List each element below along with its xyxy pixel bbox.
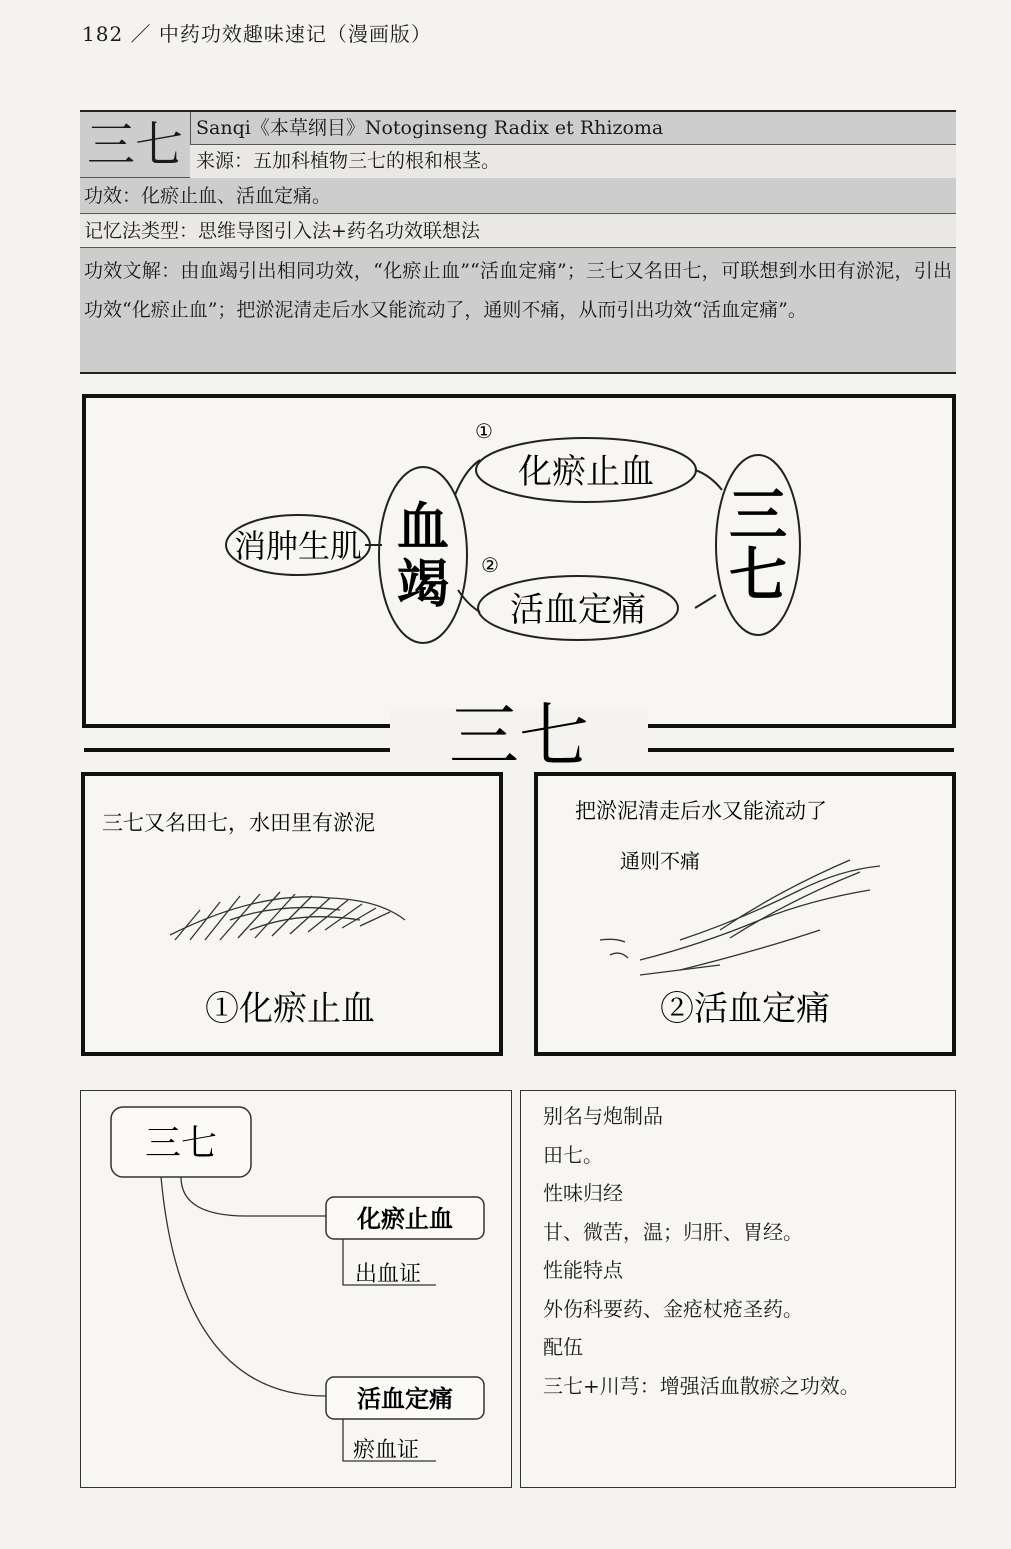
banner-title: 三七 bbox=[449, 695, 589, 770]
memory-type-row: 记忆法类型：思维导图引入法+药名功效联想法 bbox=[80, 214, 956, 248]
tree-branch2: 活血定痛 bbox=[357, 1384, 453, 1413]
taste-heading: 性味归经 bbox=[543, 1181, 623, 1205]
mindmap-panel bbox=[80, 390, 960, 770]
comic-left-caption: 三七又名田七，水田里有淤泥 bbox=[102, 811, 375, 835]
tree-root: 三七 bbox=[144, 1123, 218, 1164]
feature-heading: 性能特点 bbox=[543, 1258, 623, 1282]
center-node-label-2: 竭 bbox=[396, 554, 450, 615]
tree-branch1: 化瘀止血 bbox=[357, 1204, 453, 1233]
pair-heading: 配伍 bbox=[543, 1335, 583, 1359]
left-node-label: 消肿生肌 bbox=[233, 527, 363, 565]
running-head: 182 ／ 中药功效趣味速记（漫画版） bbox=[82, 22, 432, 46]
comic-left-label: ①化瘀止血 bbox=[205, 989, 375, 1029]
alias-text: 田七。 bbox=[543, 1142, 603, 1167]
comic-right-caption: 把淤泥清走后水又能流动了 bbox=[575, 799, 827, 823]
marker-2: ② bbox=[481, 553, 499, 577]
comic-right-sub: 通则不痛 bbox=[620, 849, 700, 873]
right-node-label-1: 三 bbox=[728, 481, 788, 549]
center-node-label-1: 血 bbox=[396, 497, 450, 558]
herb-info-table bbox=[80, 110, 956, 374]
alias-heading: 别名与炮制品 bbox=[543, 1104, 663, 1128]
feature-text: 外伤科要药、金疮杖疮圣药。 bbox=[543, 1296, 803, 1321]
comic-panels bbox=[80, 770, 960, 1060]
latin-name: Sanqi《本草纲目》Notoginseng Radix et Rhizoma bbox=[190, 112, 956, 145]
upper-node-label: 化瘀止血 bbox=[518, 452, 654, 492]
tree-leaf2: 瘀血证 bbox=[353, 1438, 420, 1463]
pair-text: 三七+川芎：增强活血散瘀之功效。 bbox=[543, 1373, 860, 1398]
lower-node-label: 活血定痛 bbox=[510, 590, 646, 630]
notes-box bbox=[520, 1090, 956, 1488]
tree-diagram bbox=[81, 1091, 511, 1487]
efficacy-row: 功效：化瘀止血、活血定痛。 bbox=[80, 178, 956, 214]
right-node-label-2: 七 bbox=[728, 541, 788, 609]
title-row bbox=[80, 112, 956, 178]
herb-name: 三七 bbox=[80, 112, 191, 178]
marker-1: ① bbox=[475, 419, 493, 443]
explanation-row: 功效文解：由血竭引出相同功效，“化瘀止血”“活血定痛”；三七又名田七，可联想到水田有淤泥，引出功效“化瘀止血”；把淤泥清走后水又能流动了，通则不痛，从而引出功效“活血定痛”。 bbox=[80, 248, 956, 372]
tree-box bbox=[80, 1090, 512, 1488]
source-text: 来源：五加科植物三七的根和根茎。 bbox=[190, 145, 956, 178]
comic-right-label: ②活血定痛 bbox=[660, 989, 830, 1029]
taste-text: 甘、微苦，温；归肝、胃经。 bbox=[543, 1219, 803, 1244]
tree-leaf1: 出血证 bbox=[355, 1262, 422, 1287]
